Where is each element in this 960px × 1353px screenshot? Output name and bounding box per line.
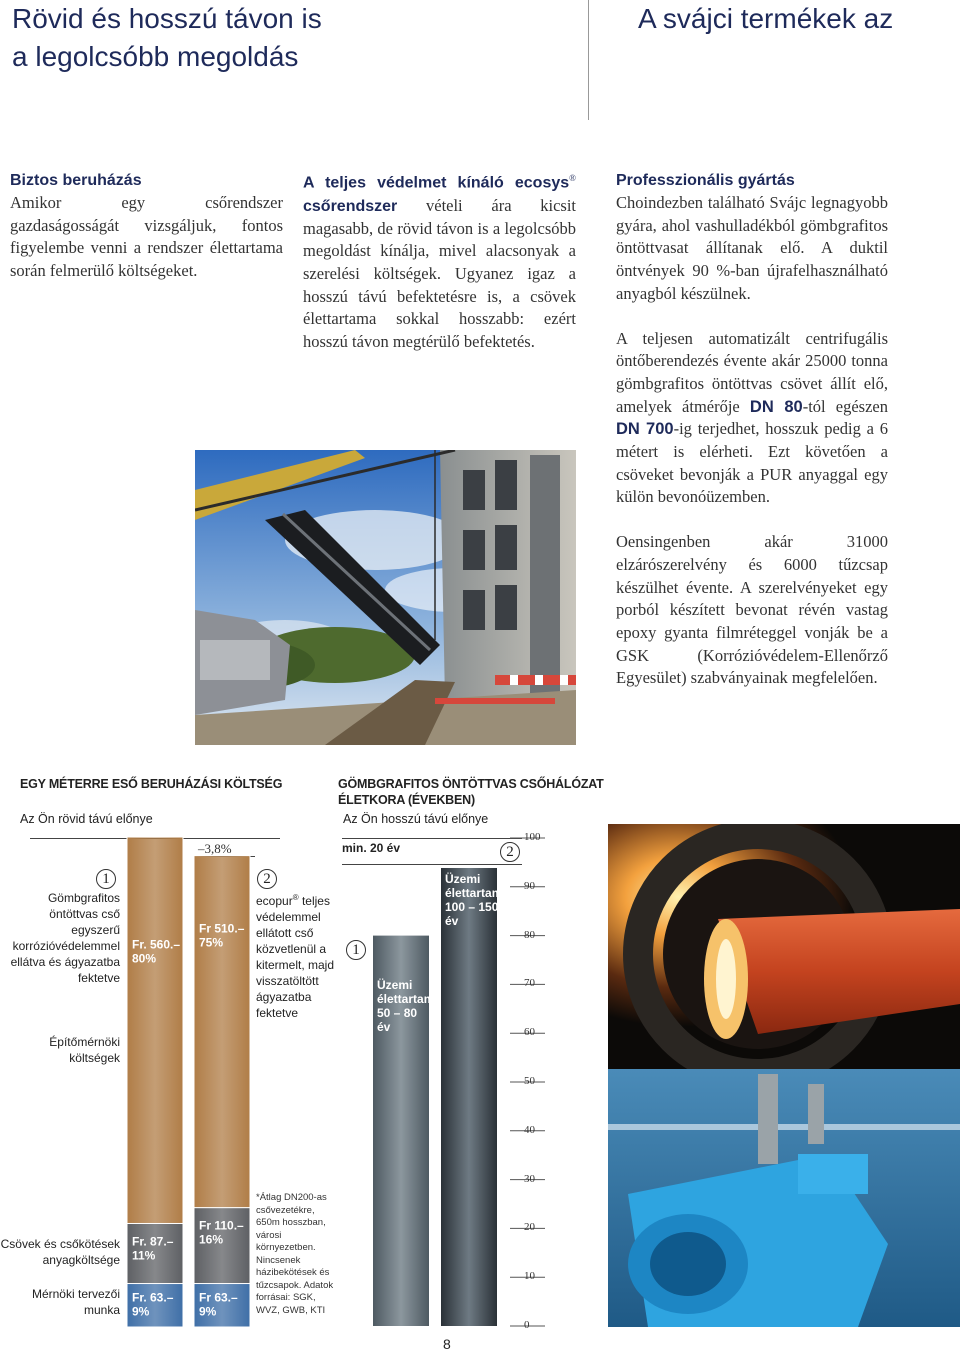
chart2-bar-2 [441,868,497,1326]
col2-lead-bold-2: csőrendszer [303,197,398,215]
headline-line2: a legolcsóbb megoldás [12,41,299,72]
option2-desc-rest: teljes védelemmel ellátott cső közvetlenül a kitermelt, majd visszatöltött ágyazatba fektetve [256,894,335,1020]
col1-paragraph: Amikor egy csőrendszer gazdaságosságát vizsgáljuk, fontos figyelembe venni a rendszer élettartama során felmerülő költségeket. [10,193,283,281]
dn-80: DN 80 [749,397,803,416]
chart2-tick-label-50: 50 [524,1075,535,1087]
chart2-tick-label-20: 20 [524,1221,535,1234]
registered-mark: ® [569,173,576,183]
chart1-diff-label: –3,8% [198,841,232,856]
page-number: 8 [443,1336,451,1352]
ecopur-reg: ® [292,893,299,902]
chart1-footnote: *Átlag DN200-as csővezetékre, 650m hosszban, városi környezetben. Nincsenek házibekötések és tűzcsapok. Adatok forrásai: SGK, WVZ, GWB, KTI [256,1192,334,1316]
section-heading-gyartas: Professzionális gyártás [616,172,795,189]
chart2-tick-label-0: 0 [524,1319,530,1331]
chart1-bar-1-label-2: Fr. 87.– 11% [132,1234,174,1263]
section-heading-biztos: Biztos beruházás [10,172,142,189]
chart2-subtitle: Az Ön hosszú távú előnye [343,812,489,826]
chart2-bar2-label: Üzemi élettartam 100 – 150 év [445,872,503,928]
row-label-construction: Építőmérnöki költségek [49,1035,120,1065]
chart2-marker-2: 2 [500,842,520,862]
row-label-materials: Csövek és csőkötések anyagköltsége [0,1237,120,1267]
dn-700: DN 700 [616,420,674,439]
col2-paragraph: vételi ára kicsit magasabb, de rövid távon is a legolcsóbb megoldást kínálja, mivel alacsonyak a szerelési költségek. Ugyanez igaz a hosszú távú befektetésre is, a csövek élettartama sokkal hosszabb: ezért hosszú távon megtérülő befektetés. [303,195,576,352]
chart2-tick-label-80: 80 [524,928,535,941]
chart2-title-line1: GÖMBGRAFITOS ÖNTÖTTVAS CSŐHÁLÓZAT [338,777,604,791]
chart1-bar-2-label-2: Fr 110.– 16% [199,1218,244,1247]
col2-lead-bold: A teljes védelmet kínáló ecosys [303,174,570,192]
col3-paragraph-1: Choindezben található Svájc legnagyobb gyára, ahol vashulladékból gömbgrafitos öntöttvasat állítanak elő. A duktil öntvények 90 %-ban újrafelhasználható anyagból készülnek. [616,193,888,303]
p2-a: A teljesen automatizált centrifugális öntőberendezés évente akár 25000 tonna gömbgrafitos öntöttvas csövet állít elő, amelyek átmérője [616,328,888,416]
chart1-marker-2: 2 [257,869,277,889]
p2-b: -tól egészen [802,396,888,416]
ecopur-name: ecopur [256,894,293,908]
chart2-tick-label-30: 30 [524,1172,535,1185]
chart1-subtitle: Az Ön rövid távú előnye [20,812,153,826]
chart2-bar1-label: Üzemi élettartam 50 – 80 év [377,978,435,1034]
col3-paragraph-3: Oensingenben akár 31000 elzárószerelvény és 6000 tűzcsap készülhet évente. A szerelvényeket egy porból készített bevonat révén vastag epoxy gyanta filmréteggel vonják be a GSK (Korrózióvédelem-Ellenőrző Egyesület) szabványainak megfelelően. [616,532,888,688]
p2-c: -ig terjedhet, hosszuk pedig a 6 métert is elérheti. Ezt követően a csöveket bevonják a PUR anyaggal egy külön bevonóüzemben. [616,419,888,507]
chart2-min-label: min. 20 év [342,841,401,855]
row-label-engineering: Mérnöki tervezői munka [31,1287,120,1317]
chart1-bar-2-label-1: Fr 510.– 75% [199,921,245,950]
chart2-marker-1: 1 [346,940,366,960]
chart2-tick-label-90: 90 [524,879,535,892]
chart1-bar-1-label-3: Fr. 63.– 9% [132,1290,174,1319]
chart2-tick-label-10: 10 [524,1270,535,1283]
chart2-title-line2: ÉLETKORA (ÉVEKBEN) [338,793,475,807]
chart2-tick-label-60: 60 [524,1026,535,1039]
chart2-tick-label-100: 100 [524,831,541,843]
chart1-marker-1: 1 [96,869,116,889]
right-page-title: A svájci termékek az [638,3,894,34]
chart2-tick-label-70: 70 [524,977,535,990]
chart1-bar-1-label-1: Fr. 560.– 80% [132,937,181,966]
chart1-bar-2-label-3: Fr 63.– 9% [199,1290,238,1319]
chart1-title: EGY MÉTERRE ESŐ BERUHÁZÁSI KÖLTSÉG [20,777,283,791]
headline-line1: Rövid és hosszú távon is [12,3,322,34]
chart2-tick-label-40: 40 [524,1123,535,1136]
chart1-option1-desc: Gömbgrafitos öntöttvas cső egyszerű korrózióvédelemmel ellátva és ágyazatba fektetve [10,891,120,985]
